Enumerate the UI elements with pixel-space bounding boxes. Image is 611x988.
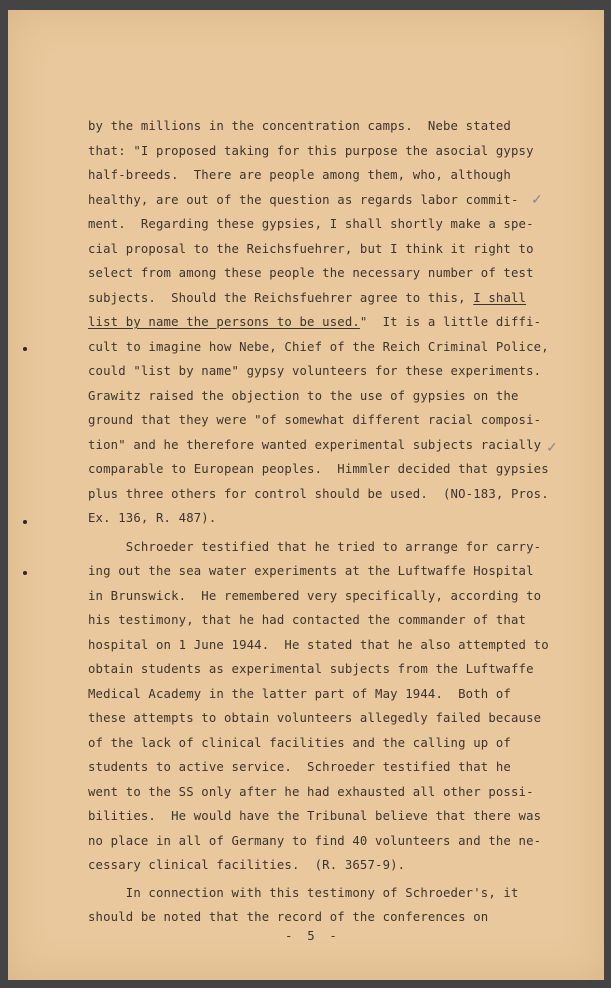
text-line: half-breeds. There are people among them, who, although [88,168,511,182]
text-line [88,291,526,305]
text-line: obtain students as experimental subjects from the Luftwaffe [88,662,534,676]
text-line: tion" and he therefore wanted experimental subjects racially [88,438,542,452]
page-number: - 5 - [285,929,337,943]
text-line: should be noted that the record of the conferences on [88,910,489,924]
text-line: that: "I proposed taking for this purpose the asocial gypsy [88,144,534,158]
margin-dot [23,571,27,575]
text-line: students to active service. Schroeder testified that he [88,760,511,774]
text-line: Schroeder testified that he tried to arrange for carry- [88,540,542,554]
check-mark-icon: ✓ [546,440,558,456]
text-line: In connection with this testimony of Schroeder's, it [88,886,519,900]
text-line: could "list by name" gypsy volunteers for these experiments. [88,364,542,378]
text-line: ment. Regarding these gypsies, I shall shortly make a spe- [88,217,534,231]
text-line: Grawitz raised the objection to the use of gypsies on the [88,389,519,403]
underlined-text: list by name the persons to be used. [88,315,360,329]
text-line: Medical Academy in the latter part of May 1944. Both of [88,687,511,701]
text-line: plus three others for control should be used. (NO-183, Pros. [88,487,549,501]
text-line: cult to imagine how Nebe, Chief of the Reich Criminal Police, [88,340,549,354]
text-line: cessary clinical facilities. (R. 3657-9). [88,858,406,872]
underlined-text: I shall [473,291,527,305]
text-line: ground that they were "of somewhat different racial composi- [88,413,542,427]
text-line: cial proposal to the Reichsfuehrer, but I think it right to [88,242,534,256]
text-line: bilities. He would have the Tribunal believe that there was [88,809,542,823]
text-line: his testimony, that he had contacted the commander of that [88,613,527,627]
text-segment: " It is a little diffi- [359,315,542,329]
text-line: went to the SS only after he had exhausted all other possi- [88,785,534,799]
text-segment: subjects. Should the Reichsfuehrer agree to this, [88,291,474,305]
text-line: ing out the sea water experiments at the Luftwaffe Hospital [88,564,534,578]
text-line: these attempts to obtain volunteers allegedly failed because [88,711,542,725]
text-line: comparable to European peoples. Himmler decided that gypsies [88,462,549,476]
text-line [88,315,541,329]
margin-dot [23,347,27,351]
text-line: Ex. 136, R. 487). [88,511,217,525]
text-line: of the lack of clinical facilities and the calling up of [88,736,511,750]
check-mark-icon: ✓ [531,192,543,208]
text-line: in Brunswick. He remembered very specifically, according to [88,589,542,603]
text-line: select from among these people the necessary number of test [88,266,534,280]
text-line: healthy, are out of the question as regards labor commit- [88,193,519,207]
text-line: no place in all of Germany to find 40 volunteers and the ne- [88,834,542,848]
text-line: by the millions in the concentration camps. Nebe stated [88,119,511,133]
margin-dot [23,520,27,524]
text-line: hospital on 1 June 1944. He stated that he also attempted to [88,638,549,652]
